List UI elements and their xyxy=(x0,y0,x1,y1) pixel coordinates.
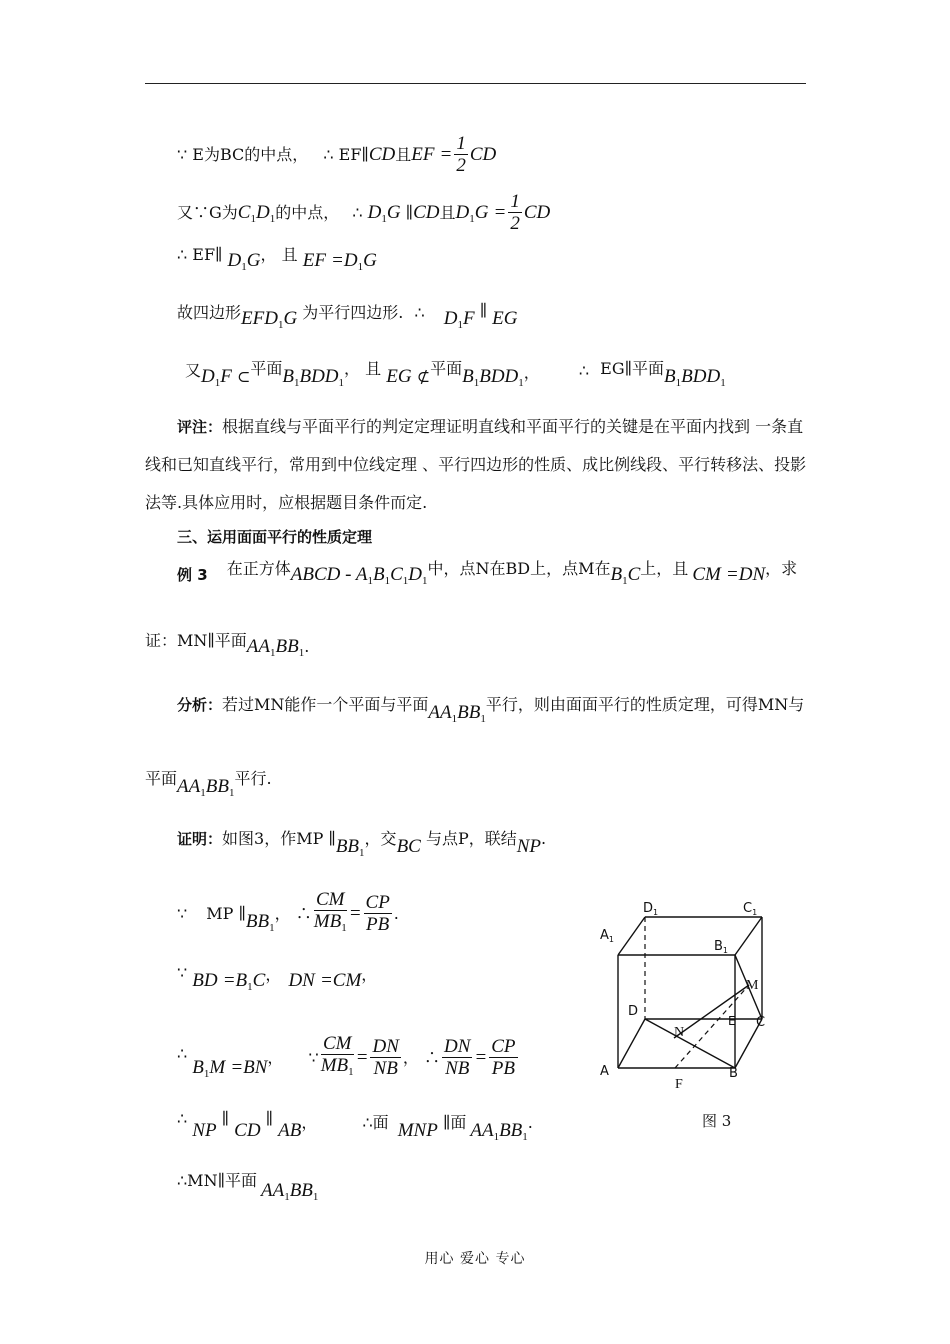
math: BB xyxy=(205,776,229,797)
example-3-line-2 xyxy=(145,631,310,659)
subscript: 1 xyxy=(269,922,275,934)
math: CM xyxy=(692,564,721,585)
subscript: 1 xyxy=(469,213,475,225)
math: D xyxy=(443,308,458,329)
math: B xyxy=(372,564,385,585)
proof-step-3 xyxy=(177,1034,520,1083)
text: 证：MN∥平面 xyxy=(145,631,247,650)
text: ， xyxy=(361,965,378,984)
math: AA xyxy=(246,636,270,657)
text: ， xyxy=(260,245,277,264)
fraction xyxy=(314,890,347,939)
math: BB xyxy=(335,836,360,857)
math: BN xyxy=(243,1057,268,1078)
text: 平行. xyxy=(234,769,272,788)
text: 平面 xyxy=(145,769,178,788)
subscript: 1 xyxy=(312,1191,319,1203)
subscript: 1 xyxy=(522,1131,528,1143)
text: 平行，则由面面平行的性质定理，可得MN与 xyxy=(485,695,805,714)
subscript: 1 xyxy=(622,575,628,587)
text: ∴ EF∥ xyxy=(177,245,223,264)
fraction xyxy=(364,893,392,936)
proof-label: 证明： xyxy=(177,830,223,848)
proof-step-4 xyxy=(177,1109,533,1143)
therefore-symbol: ∴ xyxy=(578,361,590,380)
therefore-symbol: ∴ xyxy=(352,203,363,222)
text: 如图3，作MP ∥ xyxy=(222,829,336,848)
math: = xyxy=(474,1047,488,1068)
text: 若过MN能作一个平面与平面 xyxy=(222,695,429,714)
denominator: 2 xyxy=(456,155,466,176)
analysis-line-1 xyxy=(177,692,805,725)
proof-line-1 xyxy=(177,134,496,177)
because-symbol: ∵ xyxy=(177,904,188,923)
subscript: 1 xyxy=(367,575,373,587)
subscript: 1 xyxy=(341,922,347,934)
math: CD xyxy=(234,1120,261,1141)
text: ，交 xyxy=(364,829,397,848)
numerator: DN xyxy=(372,1036,399,1057)
cube-figure xyxy=(590,895,790,1100)
math: G xyxy=(474,202,489,223)
subscript: 1 xyxy=(250,213,256,225)
text: ， xyxy=(274,904,291,923)
text: . xyxy=(541,829,547,848)
subscript: 1 xyxy=(359,847,365,859)
math: G xyxy=(363,250,377,271)
text: ， xyxy=(265,965,282,984)
math: = xyxy=(355,1047,369,1068)
analysis-label: 分析： xyxy=(177,696,223,714)
text: ∴MN∥平面 xyxy=(177,1171,257,1190)
text: . xyxy=(304,637,310,656)
math: EG xyxy=(492,308,518,329)
math: = xyxy=(230,1057,244,1078)
math: D xyxy=(408,564,423,585)
because-symbol: ∵ xyxy=(177,963,188,982)
subscript: 1 xyxy=(293,377,300,389)
subscript: 1 xyxy=(200,787,206,799)
parallel-symbol: ∥ xyxy=(265,1109,274,1128)
math: D xyxy=(367,202,382,223)
math: D xyxy=(255,202,270,223)
math: = xyxy=(331,250,344,271)
text: . xyxy=(393,904,399,923)
proof-line-2 xyxy=(177,192,550,235)
label-b: B xyxy=(729,1066,738,1081)
math: BDD xyxy=(299,366,339,387)
math: AA xyxy=(428,702,452,723)
subscript: 1 xyxy=(228,787,235,799)
fraction xyxy=(370,1037,400,1080)
subscript: 1 xyxy=(518,377,524,389)
numerator: 1 xyxy=(456,133,466,154)
denominator: NB xyxy=(373,1058,398,1079)
math: C xyxy=(390,564,403,585)
math: = xyxy=(439,144,453,165)
proof-line-5 xyxy=(185,359,726,389)
proof-intro xyxy=(177,826,547,859)
math: B xyxy=(462,366,474,387)
subscript: 1 xyxy=(473,377,480,389)
math: AA xyxy=(177,776,201,797)
subscript: 1 xyxy=(298,647,305,659)
fraction xyxy=(508,192,522,235)
math: = xyxy=(725,564,739,585)
math: F xyxy=(462,308,475,329)
numerator: CM xyxy=(314,890,347,911)
subscript: 1 xyxy=(214,377,221,389)
subscript: 1 xyxy=(493,1131,500,1143)
math: BDD xyxy=(479,366,519,387)
math: = xyxy=(319,970,333,991)
math: C xyxy=(627,564,641,585)
math: BDD xyxy=(681,366,721,387)
label-m: M xyxy=(746,978,759,993)
label-n: N xyxy=(674,1025,685,1040)
subscript: 1 xyxy=(284,1191,290,1203)
proof-step-2 xyxy=(177,963,378,993)
subscript: 1 xyxy=(451,713,458,725)
subscript: 1 xyxy=(270,647,276,659)
math: B xyxy=(664,366,676,387)
text: EF∥ xyxy=(338,145,369,164)
denominator: PB xyxy=(491,1058,515,1079)
text: ∴面 xyxy=(362,1113,389,1132)
math: BD xyxy=(192,970,218,991)
math: B xyxy=(235,970,248,991)
comment-text: 根据直线与平面平行的判定定理证明直线和平面平行的关键是在平面内找到 一条直线和已知直线平行，常用到中位线定理 、平行四边形的性质、成比例线段、平行转移法、投影法等.具体应用时，应根据题目条件而定. xyxy=(145,417,807,512)
parallel-symbol: ∥ xyxy=(221,1109,230,1128)
math: NP xyxy=(516,836,541,857)
label-a: A xyxy=(600,1064,609,1079)
text: 为平行四边形. xyxy=(302,303,404,322)
math: B xyxy=(192,1057,204,1078)
denominator xyxy=(314,911,347,939)
fraction xyxy=(489,1037,517,1080)
math: CD xyxy=(469,144,497,165)
math: C xyxy=(237,202,251,223)
denominator: NB xyxy=(445,1058,470,1079)
math: EFD xyxy=(241,308,278,329)
denominator xyxy=(321,1055,354,1083)
denominator: 2 xyxy=(510,213,520,234)
text: ， xyxy=(267,1048,284,1067)
figure-caption: 图 3 xyxy=(702,1112,732,1130)
math: = xyxy=(348,903,362,924)
fraction xyxy=(454,134,468,177)
subset-symbol: ⊂ xyxy=(236,367,251,386)
text: 在正方体 xyxy=(226,559,291,578)
math: BB xyxy=(275,636,299,657)
text: 且 xyxy=(395,145,412,164)
text: 又∵G为 xyxy=(177,203,238,222)
subscript: 1 xyxy=(348,1066,354,1078)
text: 的中点， xyxy=(275,203,340,222)
text: 且 xyxy=(281,245,298,264)
proof-line-3 xyxy=(177,245,377,273)
math: BB xyxy=(289,1180,313,1201)
numerator: CM xyxy=(321,1034,354,1055)
text: ，求 xyxy=(765,559,798,578)
text: ， xyxy=(523,363,540,382)
section-title: 三、运用面面平行的性质定理 xyxy=(177,528,373,546)
subscript: 1 xyxy=(402,575,409,587)
label-e: E xyxy=(728,1014,736,1028)
math: F xyxy=(220,366,232,387)
label-d1: $D_1$ xyxy=(643,901,659,917)
proof-step-1 xyxy=(177,890,399,939)
text: 且 xyxy=(439,203,456,222)
therefore-symbol: ∴ xyxy=(295,904,312,923)
math: AA xyxy=(470,1120,494,1141)
text: 与点P，联结 xyxy=(425,829,517,848)
because-symbol: ∵ xyxy=(177,145,188,164)
math: G xyxy=(283,308,298,329)
math: BC xyxy=(396,836,421,857)
text: MP ∥ xyxy=(206,904,246,923)
subscript: 1 xyxy=(675,377,682,389)
text: 上，且 xyxy=(640,559,689,578)
math: MB xyxy=(320,1055,349,1076)
numerator: CP xyxy=(491,1036,516,1057)
fraction xyxy=(442,1037,472,1080)
math: AB xyxy=(278,1120,302,1141)
math: D xyxy=(343,250,358,271)
comment-paragraph xyxy=(145,408,807,522)
text: 且 xyxy=(365,359,382,378)
math: CD xyxy=(368,144,396,165)
math: ABCD xyxy=(290,564,341,585)
subscript: 1 xyxy=(357,261,364,273)
math: D xyxy=(455,202,470,223)
math: MB xyxy=(313,911,342,932)
math: G xyxy=(386,202,401,223)
math: MNP xyxy=(397,1120,438,1141)
text: ， xyxy=(402,1048,419,1067)
text: . xyxy=(527,1113,533,1132)
math: EF xyxy=(302,250,326,271)
math: = xyxy=(493,202,507,223)
parallel-symbol: ∥ xyxy=(479,301,488,320)
math: NP xyxy=(192,1120,217,1141)
text: 又 xyxy=(185,361,202,380)
numerator: DN xyxy=(444,1036,471,1057)
math: A xyxy=(355,564,368,585)
proof-line-4 xyxy=(177,301,518,331)
subscript: 1 xyxy=(381,213,387,225)
text: ， xyxy=(301,1113,318,1132)
math: CD xyxy=(523,202,551,223)
subscript: 1 xyxy=(720,377,726,389)
math: M xyxy=(209,1057,226,1078)
example-3-line-1 xyxy=(177,559,798,587)
text: ∥面 xyxy=(442,1113,467,1132)
text: 故四边形 xyxy=(177,303,242,322)
therefore-symbol: ∴ xyxy=(424,1048,441,1067)
text: 平面 xyxy=(430,359,463,378)
fraction xyxy=(321,1034,354,1083)
proof-step-5 xyxy=(177,1168,319,1203)
label-b1: $B_1$ xyxy=(714,939,729,955)
label-a1: $A_1$ xyxy=(600,928,614,944)
text: 中，点N在BD上，点M在 xyxy=(427,559,611,578)
subscript: 1 xyxy=(457,319,463,331)
subscript: 1 xyxy=(338,377,345,389)
math: D xyxy=(227,250,242,271)
subscript: 1 xyxy=(480,713,486,725)
label-c: C xyxy=(756,1015,766,1030)
therefore-symbol: ∴ xyxy=(177,1109,188,1128)
math: DN xyxy=(738,564,766,585)
subscript: 1 xyxy=(277,319,284,331)
therefore-symbol: ∴ xyxy=(414,303,425,322)
math: D xyxy=(201,366,215,387)
label-d: D xyxy=(628,1004,639,1019)
because-symbol: ∵ xyxy=(308,1048,319,1067)
math: EF xyxy=(411,144,435,165)
parallel-symbol: ∥ xyxy=(405,203,414,222)
page-footer: 用心 爱心 专心 xyxy=(424,1251,526,1267)
numerator: 1 xyxy=(510,191,520,212)
header-rule xyxy=(145,83,806,84)
subscript: 1 xyxy=(269,213,276,225)
math: EG xyxy=(386,366,412,387)
therefore-symbol: ∴ xyxy=(323,145,334,164)
text: ， xyxy=(344,359,361,378)
math: BB xyxy=(499,1120,523,1141)
math: AA xyxy=(260,1180,285,1201)
label-c1: $C_1$ xyxy=(743,901,758,917)
subscript: 1 xyxy=(422,575,428,587)
subscript: 1 xyxy=(384,575,391,587)
math: CD xyxy=(413,202,440,223)
text: 平面 xyxy=(250,359,283,378)
label-f: F xyxy=(675,1077,683,1092)
comment-label: 评注： xyxy=(177,418,223,436)
not-subset-symbol: ⊄ xyxy=(416,367,431,386)
denominator: PB xyxy=(366,914,390,935)
numerator: CP xyxy=(365,892,390,913)
subscript: 1 xyxy=(241,261,247,273)
math: - xyxy=(340,564,356,585)
math: C xyxy=(252,970,266,991)
subscript: 1 xyxy=(203,1068,210,1080)
math: CM xyxy=(332,970,362,991)
math: B xyxy=(282,366,294,387)
subscript: 1 xyxy=(247,981,253,993)
math: B xyxy=(610,564,623,585)
math: BB xyxy=(457,702,481,723)
math: DN xyxy=(288,970,315,991)
therefore-symbol: ∴ xyxy=(177,1044,188,1063)
example-label: 例 3 xyxy=(177,566,208,584)
text: EG∥平面 xyxy=(600,359,665,378)
math: G xyxy=(246,250,261,271)
math: BB xyxy=(245,911,270,932)
math: = xyxy=(222,970,236,991)
text: E为BC的中点， xyxy=(192,145,309,164)
analysis-line-2 xyxy=(145,766,272,799)
